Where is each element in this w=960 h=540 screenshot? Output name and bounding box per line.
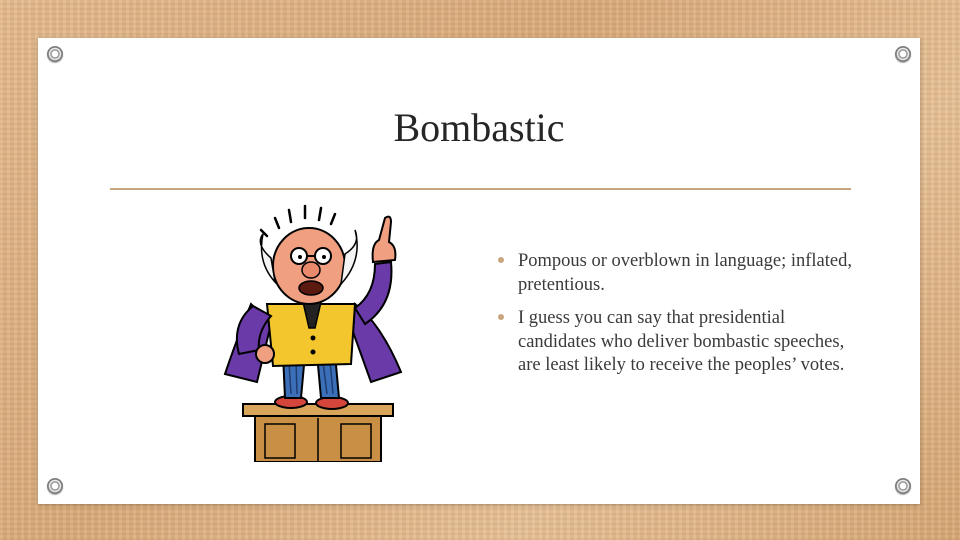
bullet-content [496, 250, 856, 388]
rivet-icon [47, 46, 63, 62]
rivet-icon [895, 478, 911, 494]
slide-title: Bombastic [393, 105, 565, 150]
bullet-icon [498, 314, 504, 320]
bullet-text: I guess you can say that presidential candidates who deliver bombastic speeches, are least likely to receive the peoples’ votes. [518, 308, 845, 375]
bullet-item-definition [496, 250, 856, 297]
bullet-item-example [496, 307, 856, 378]
slide-card [38, 38, 920, 504]
bullet-list [496, 250, 856, 378]
bullet-text: Pompous or overblown in language; inflated, pretentious. [518, 251, 852, 295]
rivet-icon [47, 478, 63, 494]
title-divider [110, 188, 851, 190]
bullet-icon [498, 257, 504, 263]
rivet-icon [895, 46, 911, 62]
orator-illustration [205, 204, 427, 462]
